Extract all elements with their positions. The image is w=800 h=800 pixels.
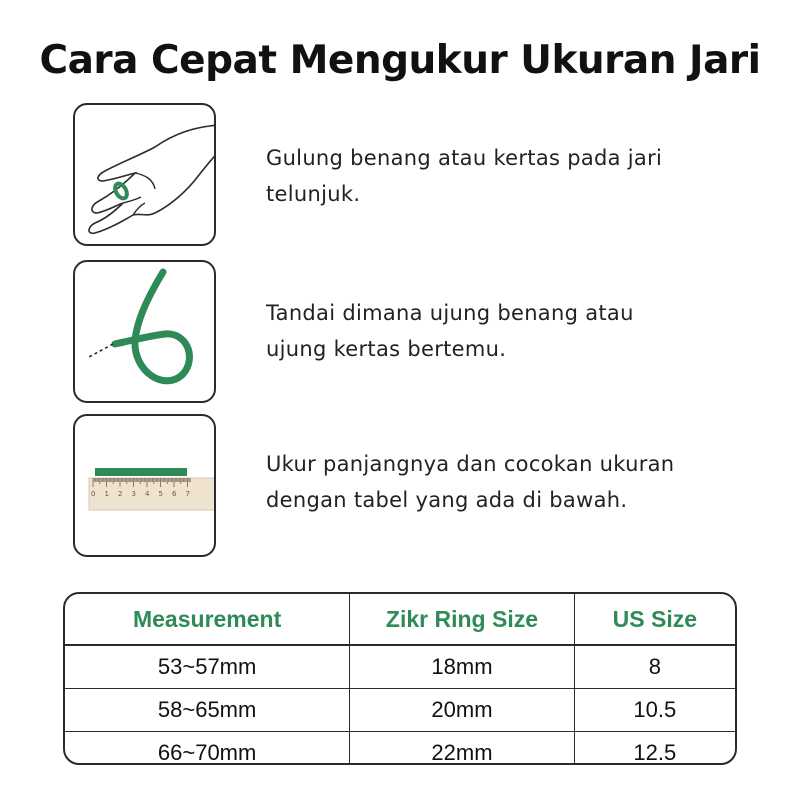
table-row xyxy=(65,689,735,732)
cell-zikr-size: 18mm xyxy=(350,645,574,689)
ruler-label: 1 xyxy=(104,490,109,498)
page-title: Cara Cepat Mengukur Ukuran Jari xyxy=(39,38,761,83)
cell-us-size: 8 xyxy=(648,654,661,679)
hand-with-thread-icon xyxy=(75,105,216,246)
step-1-line-1: Gulung benang atau kertas pada jari xyxy=(266,146,663,170)
thread-mark-icon xyxy=(75,262,216,403)
cell-zikr-size: 22mm xyxy=(350,732,574,766)
cell-us-size: 10.5 xyxy=(574,689,735,732)
step-3-illustration xyxy=(73,414,216,557)
header-us-size: US Size xyxy=(574,594,735,645)
step-1-line-2: telunjuk. xyxy=(266,182,361,206)
ruler-label: 0 xyxy=(91,490,96,498)
step-2-text xyxy=(266,295,746,367)
ruler-label: 7 xyxy=(185,490,190,498)
header-zikr-ring-size: Zikr Ring Size xyxy=(350,594,574,645)
step-3-line-1: Ukur panjangnya dan cocokan ukuran xyxy=(266,452,675,476)
step-1-text xyxy=(266,140,746,212)
step-2-line-2: ujung kertas bertemu. xyxy=(266,337,507,361)
table-row xyxy=(65,732,735,766)
cell-measurement: 58~65mm xyxy=(65,689,350,732)
cell-measurement: 53~57mm xyxy=(65,645,350,689)
ring-size-table xyxy=(63,592,737,765)
table-row xyxy=(65,645,735,689)
header-measurement: Measurement xyxy=(65,594,350,645)
ruler-label: 2 xyxy=(118,490,123,498)
ruler-label: 6 xyxy=(172,490,177,498)
cell-measurement: 66~70mm xyxy=(65,732,350,766)
cell-zikr-size: 20mm xyxy=(350,689,574,732)
ruler-label: 5 xyxy=(158,490,163,498)
ruler-label: 3 xyxy=(131,490,136,498)
step-3-line-2: dengan tabel yang ada di bawah. xyxy=(266,488,628,512)
step-2-illustration xyxy=(73,260,216,403)
ruler-measure-icon xyxy=(75,416,216,557)
step-3-text xyxy=(266,446,746,518)
step-1-illustration xyxy=(73,103,216,246)
cell-us-size: 12.5 xyxy=(574,732,735,766)
ruler-label: 4 xyxy=(145,490,150,498)
step-2-line-1: Tandai dimana ujung benang atau xyxy=(266,301,634,325)
